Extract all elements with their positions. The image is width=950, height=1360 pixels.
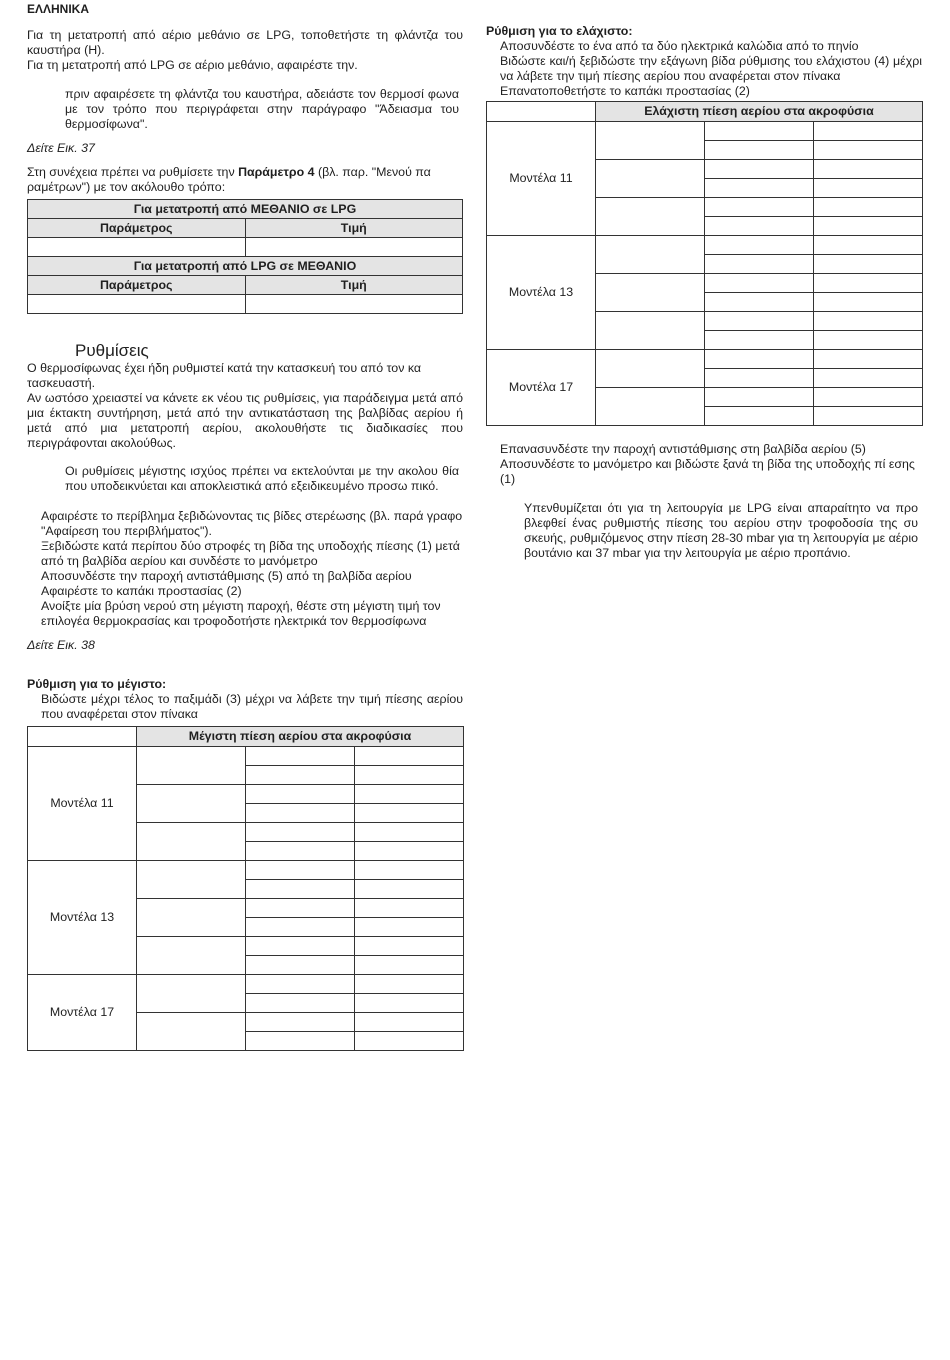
table-cell	[705, 274, 814, 293]
table-cell	[355, 861, 464, 880]
table-cell	[596, 236, 705, 274]
table-cell	[355, 785, 464, 804]
parameter-intro: Στη συνέχεια πρέπει να ρυθμίσετε την Παράμετρο 4 (βλ. παρ. "Μενού πα ραμέτρων") με τον ακόλουθο τρόπο:	[27, 165, 431, 194]
model-13-label: Μοντέλα 13	[28, 861, 137, 975]
table-cell	[705, 293, 814, 312]
table-cell	[355, 1032, 464, 1051]
table-cell	[705, 198, 814, 217]
table-cell	[814, 236, 923, 255]
after-steps	[486, 442, 922, 487]
conv-col-parameter: Παράμετρος	[28, 219, 246, 238]
after-step: Αποσυνδέστε το μανόμετρο και βιδώστε ξανά τη βίδα της υποδοχής πί εσης (1)	[500, 457, 915, 486]
table-cell	[355, 994, 464, 1013]
min-step: Επανατοποθετήστε το καπάκι προστασίας (2)	[500, 84, 750, 98]
table-cell	[814, 407, 923, 426]
see-figure-37: Δείτε Εικ. 37	[27, 141, 95, 155]
table-cell	[705, 179, 814, 198]
table-cell	[705, 331, 814, 350]
table-cell	[137, 1013, 246, 1051]
min-setting-heading: Ρύθμιση για το ελάχιστο:	[486, 24, 633, 38]
table-cell	[814, 255, 923, 274]
table-cell	[246, 861, 355, 880]
min-step: Βιδώστε και/ή ξεβιδώστε την εξάγωνη βίδα ρύθμισης του ελάχιστου (4) μέχρι να λάβετε την τιμή πίεσης αερίου που αναφέρεται στον πίνακα	[500, 54, 922, 83]
model-13-label: Μοντέλα 13	[487, 236, 596, 350]
table-cell	[246, 994, 355, 1013]
table-cell	[137, 937, 246, 975]
table-cell	[705, 160, 814, 179]
table-cell	[246, 747, 355, 766]
model-11-label: Μοντέλα 11	[487, 122, 596, 236]
procedure-step: Αφαιρέστε το περίβλημα ξεβιδώνοντας τις βίδες στερέωσης (βλ. παρά γραφο "Αφαίρεση του περιβλήματος").	[41, 509, 463, 538]
table-cell	[28, 238, 246, 257]
table-cell	[705, 141, 814, 160]
table-cell	[705, 217, 814, 236]
page-language-header: ΕΛΛΗΝΙΚΑ	[27, 2, 90, 16]
table-cell	[705, 255, 814, 274]
table-cell	[246, 1013, 355, 1032]
table-cell	[137, 861, 246, 899]
max-pressure-table	[27, 726, 464, 1051]
note-lpg-regulator: Υπενθυμίζεται ότι για τη λειτουργία με LPG είναι απαραίτητο να προ βλεφθεί ένας ρυθμιστής πίεσης του αερίου στην τροφοδοσία της συ σκευής, ρυθμιζόμενος στην πίεση 28-30 mbar για τη λειτουργία με αέριο βουτάνιο και 37 mbar για την λειτουργία με αέριο προπάνιο.	[524, 501, 918, 560]
table-cell	[246, 823, 355, 842]
table-cell	[355, 899, 464, 918]
table-cell	[814, 293, 923, 312]
table-cell	[596, 274, 705, 312]
model-17-label: Μοντέλα 17	[487, 350, 596, 426]
after-step: Επανασυνδέστε την παροχή αντιστάθμισης στη βαλβίδα αερίου (5)	[500, 442, 866, 456]
table-cell	[28, 295, 246, 314]
table-cell	[596, 312, 705, 350]
settings-heading: Ρυθμίσεις	[75, 341, 149, 360]
table-cell	[814, 198, 923, 217]
conversion-text-2: Για τη μετατροπή από LPG σε αέριο μεθάνιο, αφαιρέστε την.	[27, 58, 358, 72]
min-pressure-table	[486, 101, 923, 426]
table-cell	[355, 766, 464, 785]
table-cell	[355, 823, 464, 842]
table-cell	[246, 956, 355, 975]
table-cell	[705, 388, 814, 407]
table-cell	[814, 331, 923, 350]
table-cell	[705, 407, 814, 426]
table-cell	[246, 804, 355, 823]
table-cell	[814, 179, 923, 198]
procedure-step: Ανοίξτε μία βρύση νερού στη μέγιστη παροχή, θέστε στη μέγιστη τιμή τον επιλογέα θερμοκρασίας και τροφοδοτήστε ηλεκτρικά τον θερμοσίφωνα	[41, 599, 441, 628]
table-cell	[137, 899, 246, 937]
table-cell	[245, 295, 463, 314]
conversion-table	[27, 199, 463, 314]
table-cell	[137, 823, 246, 861]
table-cell	[355, 1013, 464, 1032]
table-cell	[355, 804, 464, 823]
table-cell	[355, 842, 464, 861]
conv-title-lpg-methane: Για μετατροπή από LPG σε ΜΕΘΑΝΙΟ	[28, 257, 463, 276]
table-cell	[814, 141, 923, 160]
table-cell	[487, 102, 596, 122]
table-cell	[246, 785, 355, 804]
table-cell	[246, 880, 355, 899]
table-cell	[814, 350, 923, 369]
table-cell	[246, 1032, 355, 1051]
max-pressure-table-title: Μέγιστη πίεση αερίου στα ακροφύσια	[137, 727, 464, 747]
conversion-text-1: Για τη μετατροπή από αέριο μεθάνιο σε LPG, τοποθετήστε τη φλάντζα του καυστήρα (H).	[27, 28, 463, 57]
min-setting-steps	[486, 39, 922, 99]
table-cell	[137, 785, 246, 823]
table-cell	[355, 937, 464, 956]
table-cell	[246, 842, 355, 861]
right-column	[486, 24, 922, 561]
table-cell	[355, 975, 464, 994]
table-cell	[596, 388, 705, 426]
table-cell	[245, 238, 463, 257]
procedure-steps	[27, 509, 463, 629]
table-cell	[28, 727, 137, 747]
table-cell	[705, 236, 814, 255]
table-cell	[246, 918, 355, 937]
table-cell	[705, 122, 814, 141]
table-cell	[596, 160, 705, 198]
table-cell	[814, 369, 923, 388]
table-cell	[705, 312, 814, 331]
table-cell	[137, 975, 246, 1013]
table-cell	[355, 880, 464, 899]
procedure-step: Αποσυνδέστε την παροχή αντιστάθμισης (5) από τη βαλβίδα αερίου	[41, 569, 412, 583]
table-cell	[246, 766, 355, 785]
table-cell	[137, 747, 246, 785]
min-step: Αποσυνδέστε το ένα από τα δύο ηλεκτρικά καλώδια από το πηνίο	[500, 39, 859, 53]
table-cell	[596, 198, 705, 236]
table-cell	[596, 350, 705, 388]
table-cell	[814, 160, 923, 179]
table-cell	[705, 369, 814, 388]
settings-text-2: Αν ωστόσο χρειαστεί να κάνετε εκ νέου τις ρυθμίσεις, για παράδειγμα μετά από μια έκτακτη συντήρηση, μετά από την αντικατάσταση της βαλβίδας αερίου ή μετά από μια μετατροπή αερίου, ακολουθήστε τις διαδικασίες που περιγράφονται ακολούθως.	[27, 391, 463, 450]
table-cell	[814, 122, 923, 141]
table-cell	[246, 899, 355, 918]
left-column	[27, 0, 463, 1051]
conv-col-value: Τιμή	[245, 276, 463, 295]
model-11-label: Μοντέλα 11	[28, 747, 137, 861]
note-max-power: Οι ρυθμίσεις μέγιστης ισχύος πρέπει να εκτελούνται με την ακολου θία που υποδεικνύεται και αποκλειστικά από εξειδικευμένο προσω πικό.	[65, 464, 459, 493]
table-cell	[814, 217, 923, 236]
see-figure-38: Δείτε Εικ. 38	[27, 638, 95, 652]
table-cell	[814, 274, 923, 293]
settings-text-1: Ο θερμοσίφωνας έχει ήδη ρυθμιστεί κατά την κατασκευή του από τον κα τασκευαστή.	[27, 361, 422, 390]
max-setting-heading: Ρύθμιση για το μέγιστο:	[27, 677, 167, 691]
table-cell	[355, 956, 464, 975]
conv-col-parameter: Παράμετρος	[28, 276, 246, 295]
conv-col-value: Τιμή	[245, 219, 463, 238]
note-drain: πριν αφαιρέσετε τη φλάντζα του καυστήρα, αδειάστε τον θερμοσί φωνα με τον τρόπο που περιγράφεται στην παράγραφο "Άδειασμα του θερμοσίφωνα".	[65, 87, 459, 131]
procedure-step: Αφαιρέστε το καπάκι προστασίας (2)	[41, 584, 242, 598]
table-cell	[814, 312, 923, 331]
table-cell	[355, 918, 464, 937]
min-pressure-table-title: Ελάχιστη πίεση αερίου στα ακροφύσια	[596, 102, 923, 122]
max-setting-text: Βιδώστε μέχρι τέλος το παξιμάδι (3) μέχρι να λάβετε την τιμή πίεσης αερίου που αναφέρεται στον πίνακα	[41, 692, 463, 721]
table-cell	[355, 747, 464, 766]
model-17-label: Μοντέλα 17	[28, 975, 137, 1051]
table-cell	[705, 350, 814, 369]
table-cell	[596, 122, 705, 160]
table-cell	[246, 975, 355, 994]
table-cell	[814, 388, 923, 407]
conv-title-methane-lpg: Για μετατροπή από ΜΕΘΑΝΙΟ σε LPG	[28, 200, 463, 219]
table-cell	[246, 937, 355, 956]
procedure-step: Ξεβιδώστε κατά περίπου δύο στροφές τη βίδα της υποδοχής πίεσης (1) μετά από τη βαλβίδα αερίου και συνδέστε το μανόμετρο	[41, 539, 460, 568]
